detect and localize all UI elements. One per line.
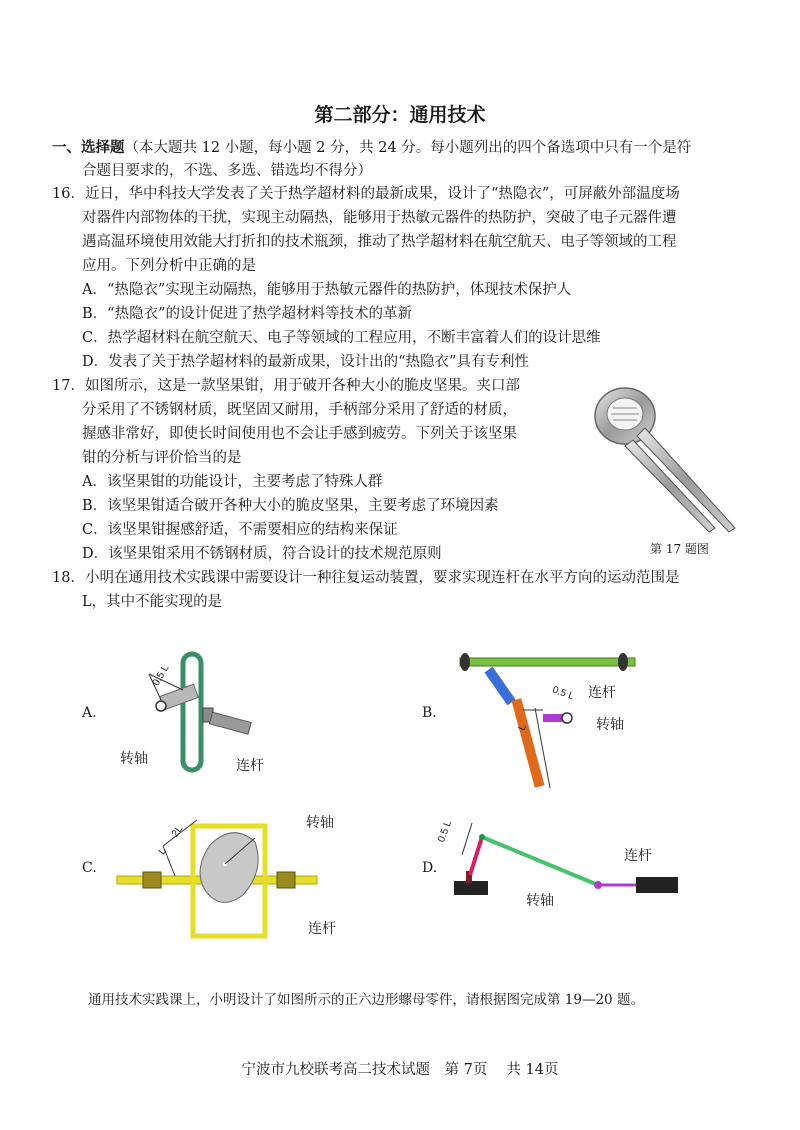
q17-option-b: B．该坚果钳适合破开各种大小的脆皮坚果，主要考虑了环境因素 (82, 498, 499, 514)
q18-line-2: L，其中不能实现的是 (82, 594, 223, 610)
q18-line-1: 18．小明在通用技术实践课中需要设计一种往复运动装置，要求实现连杆在水平方向的运动范围是 (52, 570, 680, 586)
q16-option-d: D．发表了关于热学超材料的最新成果，设计出的“热隐衣”具有专利性 (82, 354, 529, 370)
nutcracker-figure (585, 378, 755, 538)
q16-option-c: C．热学超材料在航空航天、电子等领域的工程应用，不断丰富着人们的设计思维 (82, 330, 601, 346)
figure-c-axis-label: 转轴 (306, 815, 334, 831)
page-title: 第二部分：通用技术 (314, 104, 486, 126)
figure-c-diagram (115, 800, 325, 945)
page-footer: 宁波市九校联考高二技术试题 第 7页 共 14页 (241, 1062, 559, 1078)
figure-d-letter: D. (422, 860, 438, 876)
figure-d-axis-label: 转轴 (526, 893, 554, 909)
q16-line-1: 16．近日，华中科技大学发表了关于热学超材料的最新成果，设计了“热隐衣”，可屏蔽外部温度场 (52, 186, 680, 202)
q16-option-a: A．“热隐衣”实现主动隔热，能够用于热敏元器件的热防护，体现技术保护人 (82, 282, 572, 298)
q17-option-d: D．该坚果钳采用不锈钢材质，符合设计的技术规范原则 (82, 546, 442, 562)
q17-line-4: 钳的分析与评价恰当的是 (82, 450, 242, 466)
figure-c-letter: C. (82, 860, 97, 876)
q17-line-2: 分采用了不锈钢材质，既坚固又耐用，手柄部分采用了舒适的材质， (82, 402, 517, 418)
q16-line-4: 应用。下列分析中正确的是 (82, 258, 256, 274)
figure-c-dim2: L (156, 846, 169, 857)
section-desc-1: （本大题共 12 小题，每小题 2 分，共 24 分。每小题列出的四个备选项中只有一个是符 (124, 140, 692, 156)
section-label: 一、选择题 (52, 139, 125, 156)
figure-a-rod-label: 连杆 (236, 758, 264, 774)
section-desc-2: 合题目要求的，不选、多选、错选均不得分） (82, 163, 372, 179)
figure-a-dim: 0.5 L (150, 663, 172, 688)
figure-d-rod-label: 连杆 (624, 848, 652, 864)
figure-a-letter: A. (82, 705, 97, 721)
figure-c-rod-label: 连杆 (308, 921, 336, 937)
q16-line-3: 遇高温环境使用效能大打折扣的技术瓶颈，推动了热学超材料在航空航天、电子等领域的工程 (82, 234, 677, 250)
figure-b-axis-label: 转轴 (596, 717, 624, 733)
section-header (52, 138, 691, 158)
q16-line-2: 对器件内部物体的干扰，实现主动隔热，能够用于热敏元器件的热防护，突破了电子元器件遭 (82, 210, 677, 226)
q17-option-a: A．该坚果钳的功能设计，主要考虑了特殊人群 (82, 474, 383, 490)
q17-line-1: 17．如图所示，这是一款坚果钳，用于破开各种大小的脆皮坚果。夹口部 (52, 378, 520, 394)
q17-line-3: 握感非常好，即使长时间使用也不会让手感到疲劳。下列关于该坚果 (82, 426, 517, 442)
q16-option-b: B．“热隐衣”的设计促进了热学超材料等技术的革新 (82, 306, 412, 322)
figure-b-dim2: L (516, 723, 529, 732)
intro-19-20: 通用技术实践课上，小明设计了如图所示的正六边形螺母零件，请根据图完成第 19—20 题。 (88, 992, 644, 1008)
figure-d-dim: 0.5 L (436, 819, 455, 844)
q17-figure-caption: 第 17 题图 (650, 542, 709, 556)
figure-d-diagram (448, 815, 688, 905)
figure-b-rod-label: 连杆 (588, 685, 616, 701)
figure-c-dim: 2L (169, 823, 186, 840)
figure-a-axis-label: 转轴 (120, 751, 148, 767)
figure-b-dim: 0.5 L (550, 684, 576, 703)
figure-b-diagram (455, 648, 655, 788)
q17-option-c: C．该坚果钳握感舒适，不需要相应的结构来保证 (82, 522, 398, 538)
figure-b-letter: B. (422, 705, 437, 721)
